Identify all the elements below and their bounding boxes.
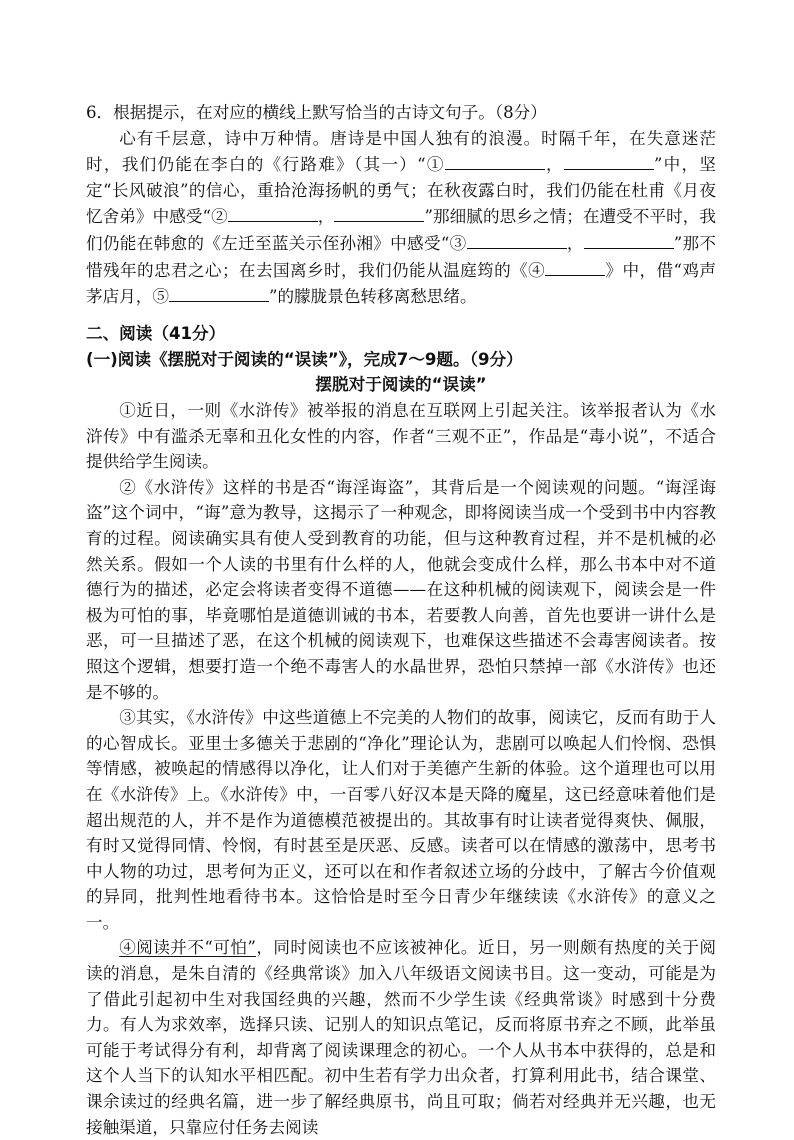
section-heading: 二、阅读（41分） xyxy=(86,324,226,343)
answer-blank-1b[interactable] xyxy=(564,151,654,170)
paragraph-4 xyxy=(86,935,716,1140)
q6-text-7: ”那不惜残年的忠君之心；在去国离乡时，我们仍能从温庭筠的《④ xyxy=(86,233,717,280)
q6-text-5: ”那细腻的思乡之情；在遭受不平时，我们仍能在韩愈的《左迁至蓝关示侄孙湘》中感受“③ xyxy=(86,207,717,253)
answer-blank-2a[interactable] xyxy=(228,203,318,222)
article-body xyxy=(86,398,716,1140)
q6-text-9: ”的朦胧景色转移离愁思绪。 xyxy=(268,287,477,307)
q6-text-8: 》中，借“鸡声茅店月，⑤ xyxy=(86,260,717,307)
subsection-heading: (一)阅读《摆脱对于阅读的“误读”》，完成7～9题。（9分） xyxy=(86,350,523,369)
question-6-title: 6．根据提示，在对应的横线上默写恰当的古诗文句子。（8分） xyxy=(86,103,547,122)
paragraph-4-text: ，同时阅读也不应该被神化。近日，另一则颇有热度的关于阅读的消息，是朱自清的《经典常谈》加入八年级语文阅读书目。这一变动，可能是为了借此引起初中生对我国经典的兴趣，然而不少学生读《经典常谈》时感到十分费力。有人为求效率，选择只读、记别人的知识点笔记，反而将原书弃之不顾，此举虽可能于考试得分有利，却背离了阅读课理念的初心。一个人从书本中获得的，总是和这个人当下的认知水平相匹配。初中生若有学力出众者，打算利用此书，结合课堂、课余读过的经典名篇，进一步了解经典原书，尚且可取；倘若对经典并无兴趣，也无接触渠道，只靠应付任务去阅读 xyxy=(86,938,716,1137)
q6-text-1: 心有千层意，诗中万种情。唐诗是中国人独有的浪漫。时隔千年，在失意迷茫时，我们仍能在李白的《行路难》（其一）“① xyxy=(86,128,716,175)
answer-blank-2b[interactable] xyxy=(334,203,424,222)
answer-blank-3a[interactable] xyxy=(467,230,567,249)
q6-text-6: ， xyxy=(566,233,584,253)
answer-blank-5[interactable] xyxy=(169,283,269,302)
underlined-sentence: ④阅读并不“可怕” xyxy=(119,938,256,958)
paragraph-2: ②《水浒传》这样的书是否“诲淫诲盗”，其背后是一个阅读观的问题。“诲淫诲盗”这个词中，“诲”意为教导，这揭示了一种观念，即将阅读当成一个受到书中内容教育的过程。阅读确实具有使人受到教育的功能，但与这种教育过程，并不是机械的必然关系。假如一个人读的书里有什么样的人，他就会变成什么样，那么书本中对不道德行为的描述，必定会将读者变得不道德——在这种机械的阅读观下，阅读会是一件极为可怕的事，毕竟哪怕是道德训诫的书本，若要教人向善，首先也要讲一讲什么是恶，可一旦描述了恶，在这个机械的阅读观下，也难保这些描述不会毒害阅读者。按照这个逻辑，想要打造一个绝不毒害人的水晶世界，恐怕只禁掉一部《水浒传》也还是不够的。 xyxy=(86,477,716,702)
q6-text-3: ”中，坚定“长风破浪”的信心，重拾沧海扬帆的勇气；在秋夜露白时，我们仍能在杜甫《月夜忆舍弟》中感受“② xyxy=(86,155,717,227)
question-6 xyxy=(86,100,716,310)
paragraph-3: ③其实，《水浒传》中这些道德上不完美的人物们的故事，阅读它，反而有助于人的心智成长。亚里士多德关于悲剧的“净化”理论认为，悲剧可以唤起人们怜悯、恐惧等情感，被唤起的情感得以净化，让人们对于美德产生新的体验。这个道理也可以用在《水浒传》上。《水浒传》中，一百零八好汉本是天降的魔星，这已经意味着他们是超出规范的人，并不是作为道德模范被提出的。其故事有时让读者觉得爽快、佩服，有时又觉得同情、怜悯，有时甚至是厌恶、反感。读者可以在情感的激荡中，思考书中人物的功过，思考何为正义，还可以在和作者叙述立场的分歧中，了解古今价值观的异同，批判性地看待书本。这恰恰是时至今日青少年继续读《水浒传》的意义之一。 xyxy=(86,708,716,932)
answer-blank-4[interactable] xyxy=(545,257,605,276)
q6-text-2: ， xyxy=(544,155,564,175)
q6-text-4: ， xyxy=(317,207,335,227)
article-title: 摆脱对于阅读的“误读” xyxy=(315,375,487,394)
paragraph-1: ①近日，一则《水浒传》被举报的消息在互联网上引起关注。该举报者认为《水浒传》中有滥杀无辜和丑化女性的内容，作者“三观不正”，作品是“毒小说”，不适合提供给学生阅读。 xyxy=(86,401,716,472)
question-6-body xyxy=(86,126,716,310)
answer-blank-3b[interactable] xyxy=(584,230,674,249)
answer-blank-1a[interactable] xyxy=(445,151,545,170)
